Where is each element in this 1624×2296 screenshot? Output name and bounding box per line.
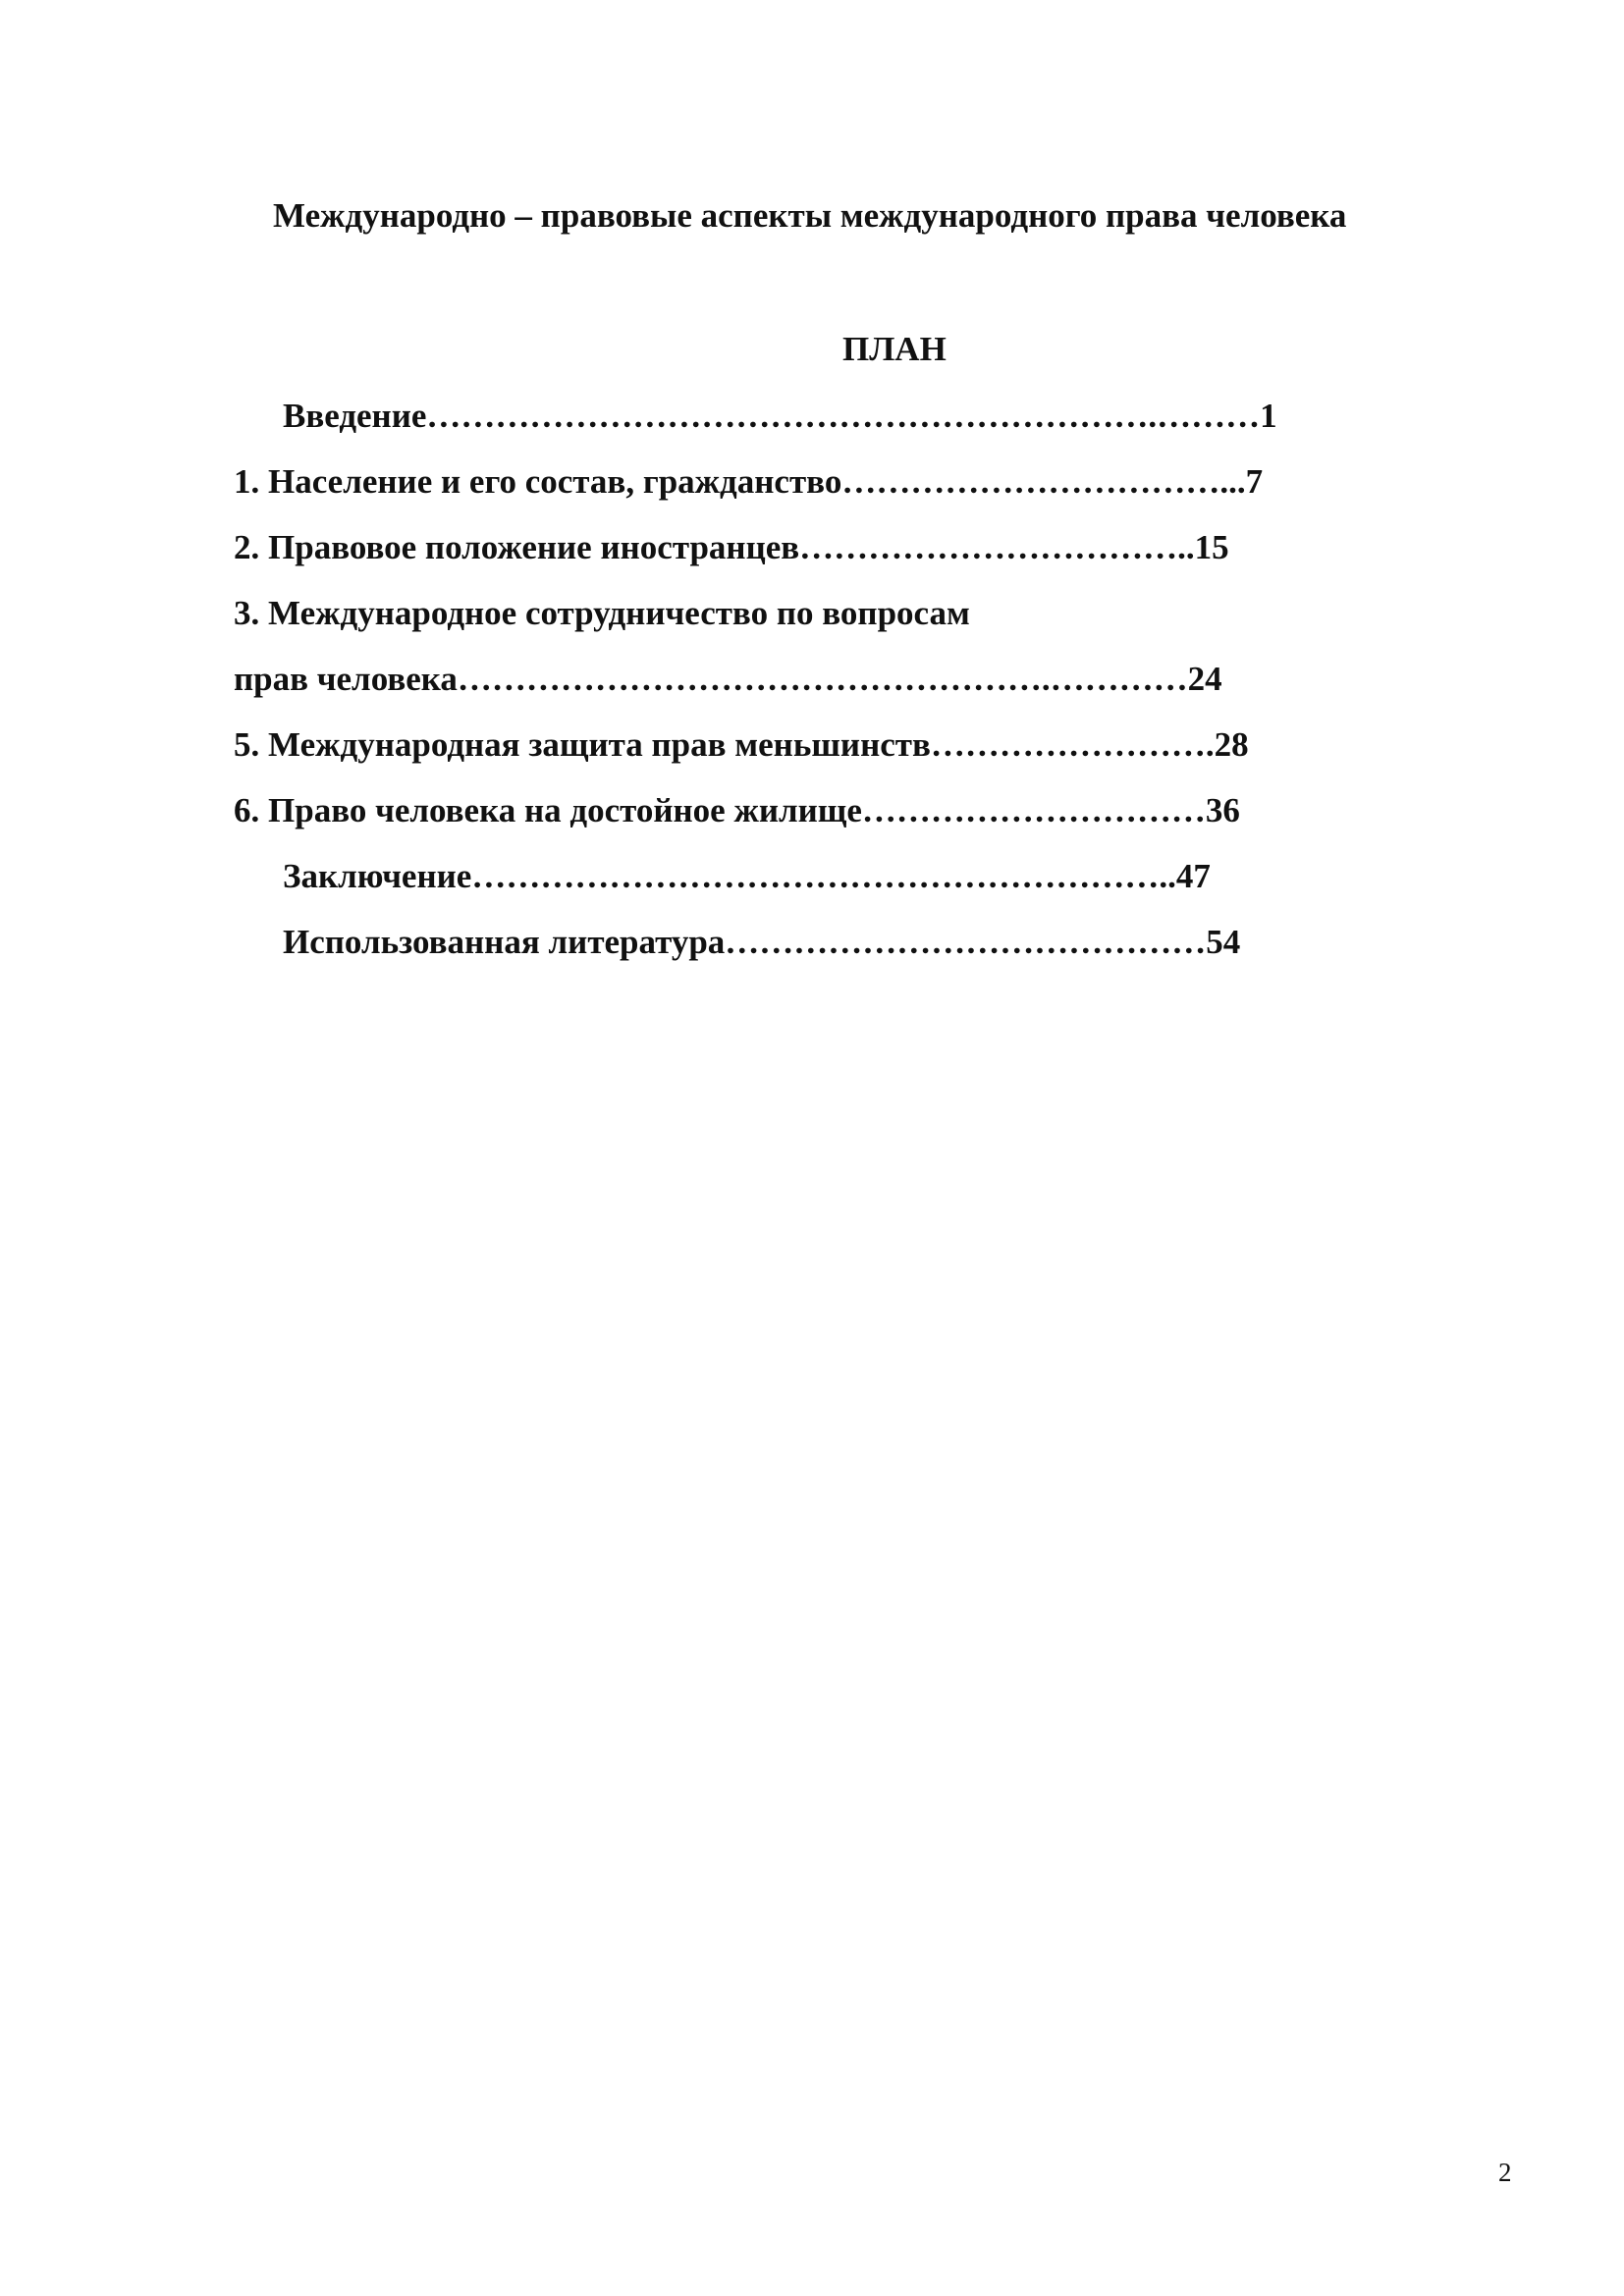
toc-entry-2: 2. Правовое положение иностранцев……………………………..15 — [234, 528, 1229, 566]
toc-entry-1: 1. Население и его состав, гражданство……………………………...7 — [234, 462, 1264, 501]
toc-entry-5: 5. Международная защита прав меньшинств…………………….28 — [234, 725, 1249, 764]
page-number: 2 — [1498, 2158, 1512, 2187]
toc-entry-introduction: Введение……………………………………………………….………1 — [283, 397, 1277, 435]
toc-entry-3-continued: прав человека…………………………………………….…………24 — [234, 660, 1222, 698]
toc-entry-6: 6. Право человека на достойное жилище…………………………36 — [234, 791, 1240, 829]
plan-heading: ПЛАН — [842, 330, 947, 368]
toc-entry-references: Использованная литература……………………………………54 — [283, 923, 1241, 961]
toc-entry-3: 3. Международное сотрудничество по вопросам — [234, 594, 970, 632]
document-title: Международно – правовые аспекты международного права человека — [273, 196, 1347, 235]
toc-entry-conclusion: Заключение……………………………………………………..47 — [283, 857, 1211, 895]
